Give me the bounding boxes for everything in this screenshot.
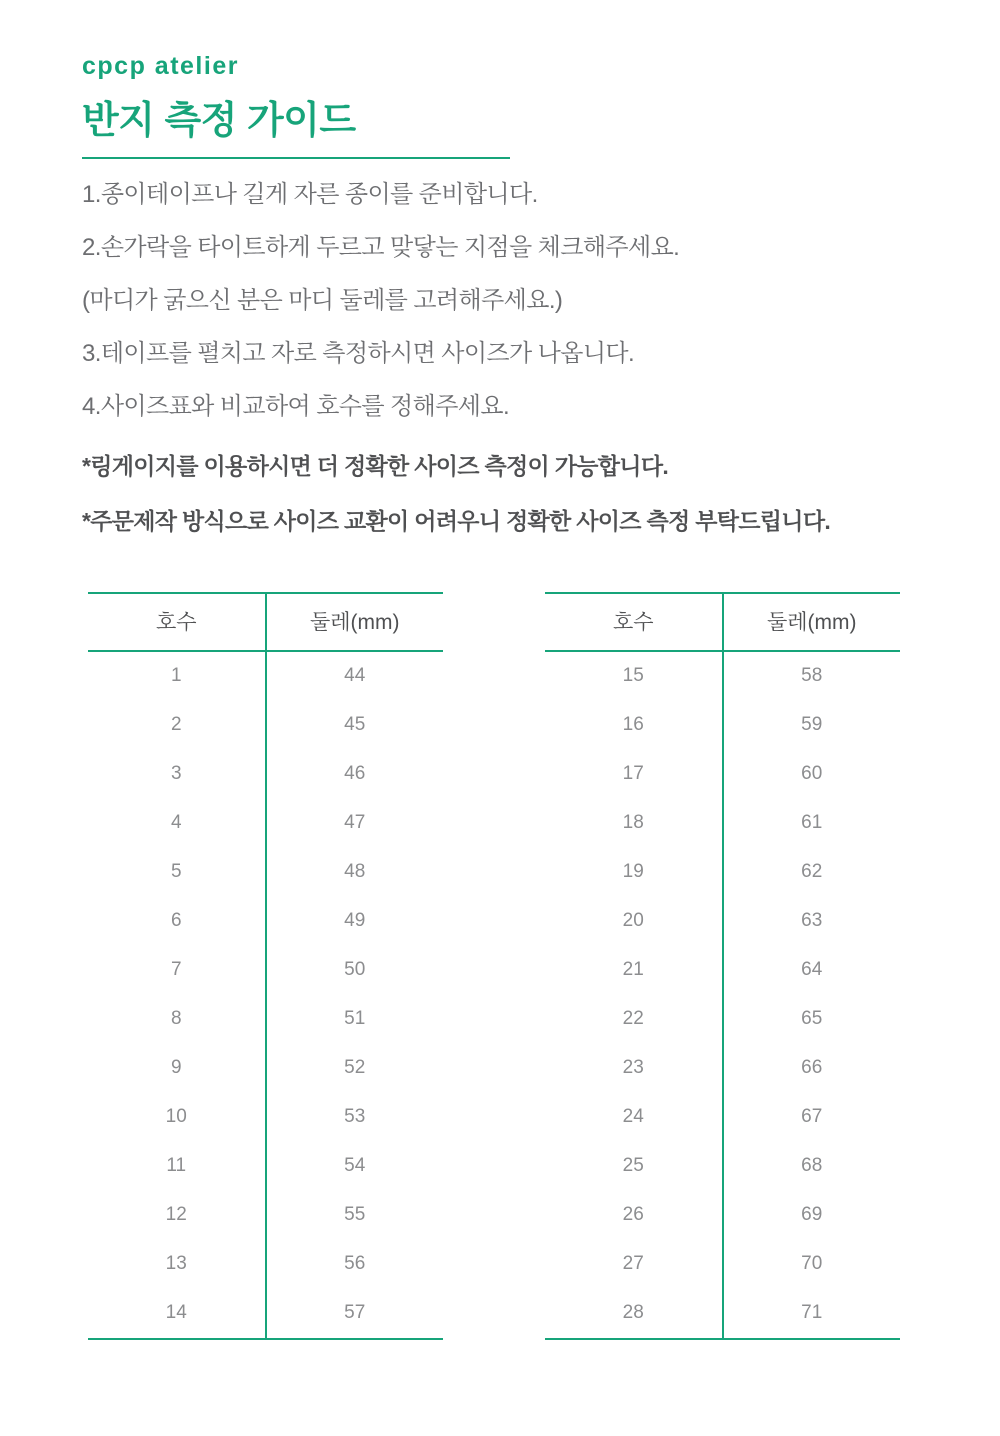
- cell-size: 12: [165, 1204, 187, 1225]
- cell-size: 14: [88, 1289, 266, 1339]
- cell-size: 22: [622, 1008, 644, 1029]
- table-row: [545, 651, 900, 701]
- cell-size: 25: [622, 1155, 644, 1176]
- table-row: [545, 1240, 900, 1289]
- table-row: [545, 1142, 900, 1191]
- cell-circumference: 68: [723, 1142, 901, 1191]
- instruction-step: 2.손가락을 타이트하게 두르고 맞닿는 지점을 체크해주세요.: [82, 234, 680, 261]
- instruction-step: 1.종이테이프나 길게 자른 종이를 준비합니다.: [82, 181, 538, 208]
- table-row: [545, 750, 900, 799]
- table-row: [545, 799, 900, 848]
- cell-size: 2: [170, 714, 182, 735]
- table-row: [88, 897, 443, 946]
- cell-size: 23: [622, 1057, 644, 1078]
- cell-circumference: 63: [723, 897, 901, 946]
- cell-circumference: 48: [266, 848, 444, 897]
- table-row: [545, 995, 900, 1044]
- cell-circumference: 46: [266, 750, 444, 799]
- cell-circumference: 51: [266, 995, 444, 1044]
- cell-size: 4: [170, 812, 182, 833]
- table-row: [545, 946, 900, 995]
- table-row: [545, 897, 900, 946]
- cell-size: 11: [166, 1155, 187, 1176]
- table-row: [88, 701, 443, 750]
- instruction-step: 3.테이프를 펼치고 자로 측정하시면 사이즈가 나옵니다.: [82, 340, 635, 367]
- cell-size: 13: [165, 1253, 187, 1274]
- table-row: [88, 750, 443, 799]
- cell-size: 18: [622, 812, 644, 833]
- cell-size: 16: [622, 714, 644, 735]
- cell-size: 10: [165, 1106, 187, 1127]
- table-header-row: [88, 593, 443, 651]
- cell-circumference: 50: [266, 946, 444, 995]
- cell-circumference: 44: [266, 651, 444, 701]
- table-row: [88, 1240, 443, 1289]
- cell-circumference: 54: [266, 1142, 444, 1191]
- cell-size: 3: [170, 763, 182, 784]
- cell-circumference: 49: [266, 897, 444, 946]
- cell-size: 21: [622, 959, 644, 980]
- cell-circumference: 58: [723, 651, 901, 701]
- note-line: *주문제작 방식으로 사이즈 교환이 어려우니 정확한 사이즈 측정 부탁드립니다.: [82, 508, 831, 534]
- cell-size: 17: [622, 763, 644, 784]
- cell-circumference: 52: [266, 1044, 444, 1093]
- cell-circumference: 61: [723, 799, 901, 848]
- size-chart: [88, 592, 900, 1340]
- title-underline: [82, 157, 510, 159]
- table-row: [545, 1044, 900, 1093]
- table-row: [88, 1093, 443, 1142]
- table-row: [545, 701, 900, 750]
- cell-size: 19: [622, 861, 644, 882]
- cell-circumference: 62: [723, 848, 901, 897]
- cell-circumference: 53: [266, 1093, 444, 1142]
- table-header-row: [545, 593, 900, 651]
- table-row: [88, 946, 443, 995]
- cell-circumference: 70: [723, 1240, 901, 1289]
- cell-size: 27: [622, 1253, 644, 1274]
- table-row: [88, 1142, 443, 1191]
- cell-circumference: 67: [723, 1093, 901, 1142]
- table-row: [545, 1191, 900, 1240]
- table-row: [545, 1093, 900, 1142]
- size-table-left: [88, 592, 443, 1340]
- table-row: [545, 1289, 900, 1339]
- table-row: [88, 995, 443, 1044]
- cell-size: 28: [545, 1289, 723, 1339]
- size-table-right: [545, 592, 900, 1340]
- cell-circumference: 69: [723, 1191, 901, 1240]
- cell-circumference: 66: [723, 1044, 901, 1093]
- cell-circumference: 56: [266, 1240, 444, 1289]
- cell-circumference: 47: [266, 799, 444, 848]
- cell-size: 6: [170, 910, 182, 931]
- cell-circumference: 45: [266, 701, 444, 750]
- cell-circumference: 71: [723, 1289, 901, 1339]
- cell-size: 1: [170, 665, 182, 686]
- table-row: [88, 1191, 443, 1240]
- table-row: [88, 1289, 443, 1339]
- cell-size: 8: [170, 1008, 182, 1029]
- instruction-step: (마디가 굵으신 분은 마디 둘레를 고려해주세요.): [82, 287, 563, 314]
- column-header-size: 호수: [545, 593, 723, 651]
- cell-size: 7: [170, 959, 182, 980]
- cell-size: 9: [170, 1057, 182, 1078]
- cell-size: 5: [170, 861, 182, 882]
- page-title: 반지 측정 가이드: [82, 100, 356, 142]
- column-header-size: 호수: [88, 593, 266, 651]
- instruction-step: 4.사이즈표와 비교하여 호수를 정해주세요.: [82, 393, 510, 420]
- cell-size: 24: [622, 1106, 644, 1127]
- column-header-circumference: 둘레(mm): [266, 593, 444, 651]
- cell-size: 15: [622, 665, 644, 686]
- table-row: [88, 651, 443, 701]
- cell-size: 20: [622, 910, 644, 931]
- cell-circumference: 59: [723, 701, 901, 750]
- cell-circumference: 60: [723, 750, 901, 799]
- cell-circumference: 65: [723, 995, 901, 1044]
- brand-name: cpcp atelier: [82, 52, 239, 80]
- table-row: [545, 848, 900, 897]
- table-row: [88, 1044, 443, 1093]
- cell-size: 26: [622, 1204, 644, 1225]
- column-header-circumference: 둘레(mm): [723, 593, 901, 651]
- cell-circumference: 57: [266, 1289, 444, 1339]
- instruction-list: [82, 183, 930, 536]
- table-row: [88, 848, 443, 897]
- note-line: *링게이지를 이용하시면 더 정확한 사이즈 측정이 가능합니다.: [82, 453, 669, 479]
- cell-circumference: 55: [266, 1191, 444, 1240]
- cell-circumference: 64: [723, 946, 901, 995]
- table-row: [88, 799, 443, 848]
